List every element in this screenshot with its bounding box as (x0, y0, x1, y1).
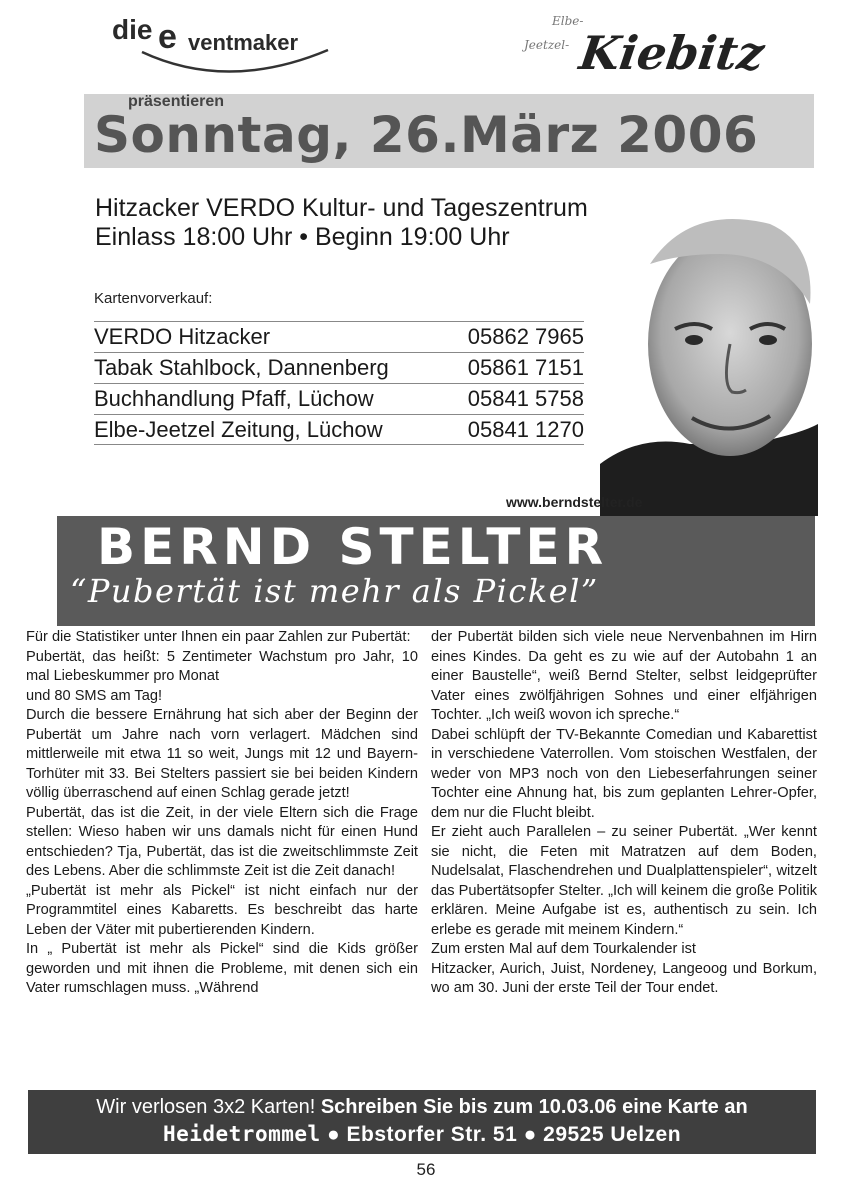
logo-swoosh-icon (138, 44, 338, 80)
contest-lead: Wir verlosen 3x2 Karten! (96, 1096, 316, 1118)
presale-place: Tabak Stahlbock, Dannenberg (94, 355, 389, 380)
article-paragraph: Er zieht auch Parallelen – zu seiner Pubertät. „Wer kennt sie nicht, die Feten mit Matratzen auf dem Boden, Nudelsalat, Flaschendrehen und Dualplattenspieler“, witzelt das Pubertätsopfer Stelter. „Ich will keinem die große Politik erklären. Meine Aufgabe ist es, authentisch zu sein. Ich erlebe es gerade mit meinem Kindern.“ (431, 824, 817, 938)
article-paragraph: Durch die bessere Ernährung hat sich aber der Beginn der Pubertät um Jahre nach vorn verlagert. Mädchen sind mittlerweile mit etwa 11 so weit, Jungs mit 12 und Bayern-Torhüter mit 33. Bei Stelters passiert sie bei beiden Kindern völlig überraschend auf einen Schlag gerade jetzt! (26, 707, 418, 801)
logo-e-text: e (158, 18, 177, 56)
presale-phone: 05861 7151 (467, 355, 584, 380)
artist-portrait (600, 194, 818, 516)
event-date: Sonntag, 26.März 2006 (94, 106, 759, 164)
presale-place: Buchhandlung Pfaff, Lüchow (94, 386, 374, 411)
presale-heading: Kartenvorverkauf: (94, 290, 213, 307)
contest-recipient: Heidetrommel (162, 1122, 321, 1146)
article-paragraph: Hitzacker, Aurich, Juist, Nordeney, Langeoog und Borkum, wo am 30. Juni der erste Teil der Tour endet. (431, 960, 817, 996)
logo-jeetzel-text: Jeetzel- (524, 38, 570, 52)
artist-name: BERND STELTER (97, 518, 609, 576)
presale-block (94, 290, 584, 445)
eventmaker-logo (108, 8, 338, 78)
presale-row (94, 383, 584, 414)
presale-phone: 05841 5758 (467, 386, 584, 411)
presale-place: VERDO Hitzacker (94, 324, 271, 349)
logo-kiebitz-text: Kiebitz (576, 26, 768, 80)
bullet-icon: ● (327, 1123, 341, 1146)
event-times: Einlass 18:00 Uhr • Beginn 19:00 Uhr (95, 223, 510, 251)
contest-city: 29525 Uelzen (543, 1123, 682, 1146)
bullet-icon: ● (523, 1123, 537, 1146)
article-paragraph: Dabei schlüpft der TV-Bekannte Comedian und Kabarettist in verschiedene Vaterrollen. Vom stoischen Westfalen, der weder von MP3 noch von den Liebeserfahrungen seiner Tochter eine Ahnung hat, bis zum geplanten Lehrer-Opfer, dem nur die Flucht bleibt. (431, 726, 817, 821)
article-paragraph: Pubertät, das heißt: 5 Zentimeter Wachstum pro Jahr, 10 mal Liebeskummer pro Monat (26, 648, 418, 684)
kiebitz-logo (520, 12, 768, 82)
article-paragraph: Pubertät, das ist die Zeit, in der viele Eltern sich die Frage stellen: Wieso haben wir uns damals nicht für einen Hund entschieden? Tja, Pubertät, das ist die zweitschlimmste Zeit des Lebens. Aber die schlimmste Zeit ist die Zeit danach! (26, 804, 418, 879)
article-paragraph: Für die Statistiker unter Ihnen ein paar Zahlen zur Pubertät: (26, 629, 411, 645)
venue-block (95, 194, 588, 252)
logo-ventmaker-text: ventmaker (188, 30, 299, 55)
page-number: 56 (416, 1160, 436, 1179)
contest-instruction: Schreiben Sie bis zum 10.03.06 eine Karte an (320, 1096, 748, 1118)
presale-place: Elbe-Jeetzel Zeitung, Lüchow (94, 417, 383, 442)
presale-phone: 05862 7965 (467, 324, 584, 349)
logo-die-text: die (112, 14, 153, 45)
presents-text: präsentieren (128, 93, 225, 110)
contest-banner (28, 1090, 816, 1154)
article-paragraph: „Pubertät ist mehr als Pickel“ ist nicht einfach nur der Programmtitel eines Kabaretts. Es beschreibt das harte Leben der Väter mit pubertierenden Kindern. (26, 882, 418, 938)
logo-elbe-text: Elbe- (552, 14, 584, 28)
article-column-right (431, 628, 817, 999)
presale-row (94, 352, 584, 383)
article-column-left (26, 628, 418, 999)
venue-name: Hitzacker VERDO Kultur- und Tageszentrum (95, 194, 588, 222)
program-title: “Pubertät ist mehr als Pickel” (70, 572, 599, 610)
artist-website: www.berndstelter.de (506, 494, 643, 510)
contest-street: Ebstorfer Str. 51 (346, 1123, 518, 1146)
article-paragraph: In „ Pubertät ist mehr als Pickel“ sind die Kids größer geworden und mit ihnen die Probleme, mit denen sich ein Vater rumschlagen muss. „Während (26, 941, 418, 996)
article-paragraph: und 80 SMS am Tag! (26, 687, 163, 704)
presale-row (94, 414, 584, 445)
article-paragraph: Zum ersten Mal auf dem Tourkalender ist (431, 941, 696, 957)
presale-row (94, 321, 584, 352)
presale-phone: 05841 1270 (467, 417, 584, 442)
article-paragraph: der Pubertät bilden sich viele neue Nervenbahnen im Hirn eines Kindes. Da geht es zu wie auf der Autobahn 1 an einer Baustelle“, weiß Bernd Stelter, selbst leidgeprüfter Vater eines zwölfjährigen Sohnes und einer elfjährigen Tochter. „Ich weiß wovon ich spreche.“ (431, 629, 817, 723)
